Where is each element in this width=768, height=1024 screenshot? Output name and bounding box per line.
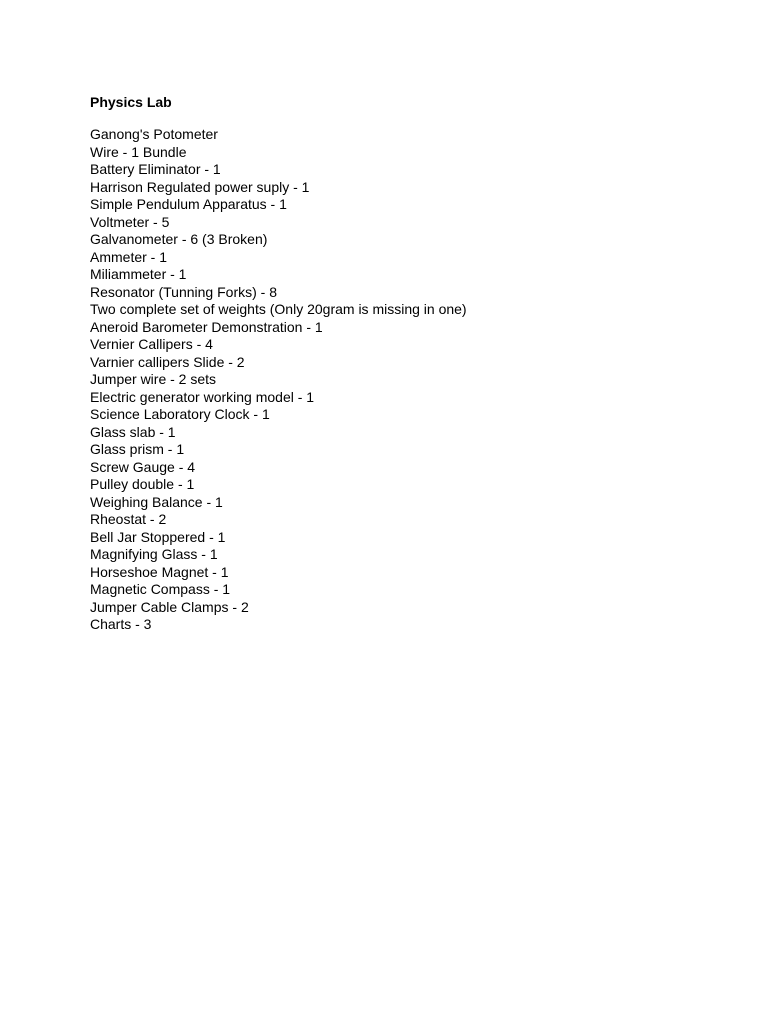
list-item: Two complete set of weights (Only 20gram is missing in one) [90, 301, 467, 317]
list-item: Voltmeter - 5 [90, 213, 170, 230]
list-item: Vernier Callipers - 4 [90, 336, 213, 352]
list-item: Horseshoe Magnet - 1 [90, 563, 229, 580]
list-item: Resonator (Tunning Forks) - 8 [90, 283, 277, 300]
list-item: Electric generator working model - 1 [90, 388, 315, 405]
document-title: Physics Lab [90, 94, 172, 110]
list-item: Harrison Regulated power suply - 1 [90, 178, 310, 195]
list-item: Magnifying Glass - 1 [90, 546, 218, 562]
list-item: Pulley double - 1 [90, 476, 195, 492]
list-item: Rheostat - 2 [90, 511, 167, 527]
list-item: Screw Gauge - 4 [90, 458, 196, 475]
list-item: Ganong's Potometer [90, 126, 218, 142]
list-item: Miliammeter - 1 [90, 266, 187, 282]
list-item: Jumper wire - 2 sets [90, 371, 217, 387]
list-item: Aneroid Barometer Demonstration - 1 [90, 318, 323, 335]
list-item: Charts - 3 [90, 616, 152, 632]
list-item: Magnetic Compass - 1 [90, 581, 231, 597]
list-item: Wire - 1 Bundle [90, 143, 187, 160]
document-page [90, 92, 730, 634]
list-item: Science Laboratory Clock - 1 [90, 406, 270, 422]
list-item: Battery Eliminator - 1 [90, 161, 221, 177]
list-item: Galvanometer - 6 (3 Broken) [90, 231, 268, 247]
list-item: Glass prism - 1 [90, 441, 185, 457]
list-item: Bell Jar Stoppered - 1 [90, 528, 226, 545]
list-item: Simple Pendulum Apparatus - 1 [90, 196, 287, 212]
equipment-list [90, 126, 730, 634]
list-item: Jumper Cable Clamps - 2 [90, 598, 249, 615]
list-item: Varnier callipers Slide - 2 [90, 353, 245, 370]
list-item: Weighing Balance - 1 [90, 493, 223, 510]
list-item: Ammeter - 1 [90, 248, 168, 265]
list-item: Glass slab - 1 [90, 423, 176, 440]
